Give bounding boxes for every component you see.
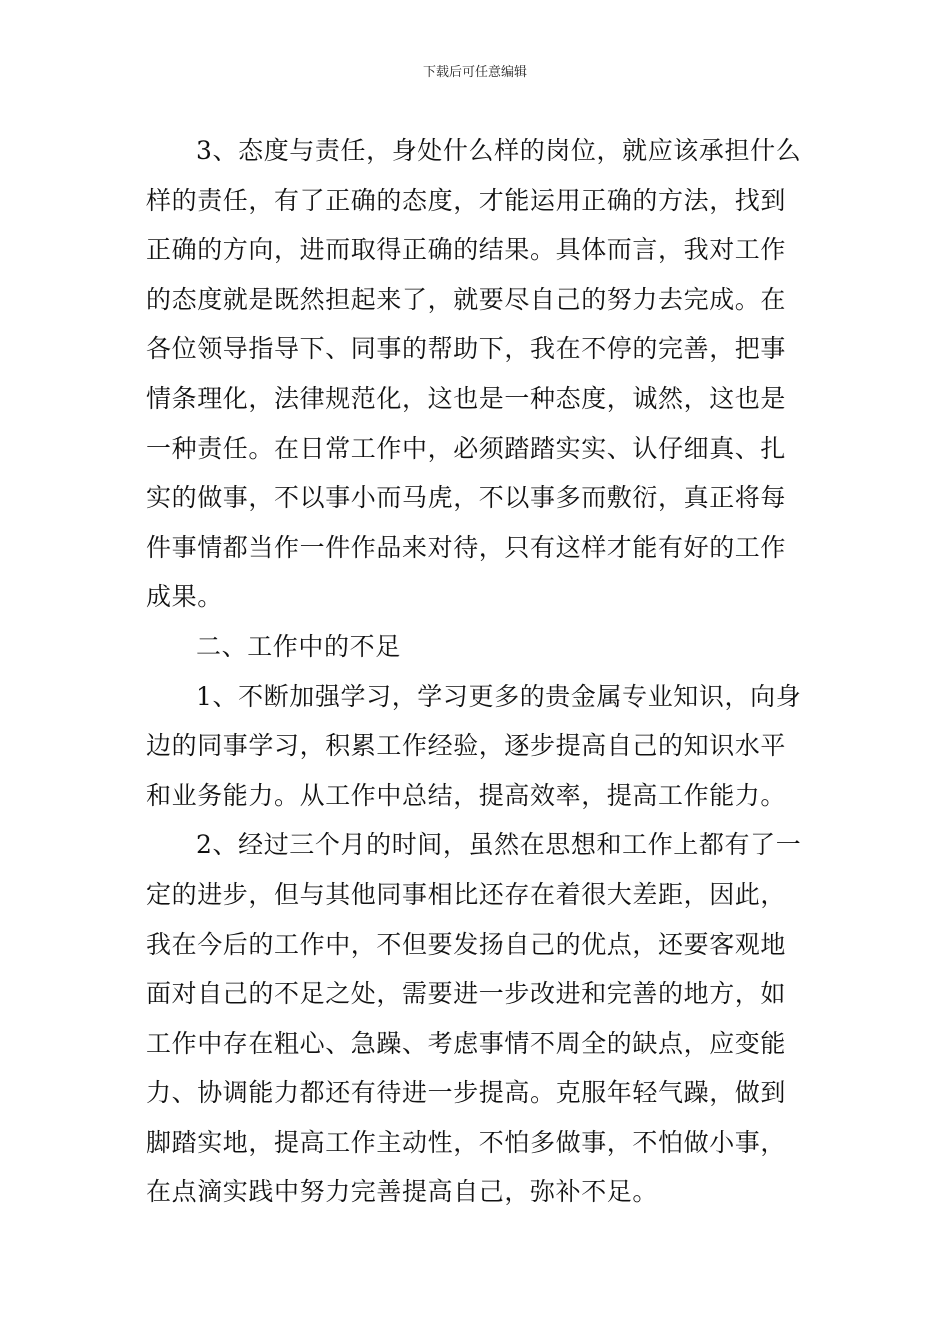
text-line: 一种责任。在日常工作中，必须踏踏实实、认仔细真、扎 bbox=[146, 433, 787, 463]
text-line: 成果。 bbox=[146, 582, 223, 612]
text-line: 边的同事学习，积累工作经验，逐步提高自己的知识水平 bbox=[146, 731, 787, 761]
text-line: 正确的方向，进而取得正确的结果。具体而言，我对工作 bbox=[146, 235, 787, 265]
section-heading-shortcomings bbox=[146, 622, 806, 672]
paragraph-improvement bbox=[146, 820, 806, 1217]
paragraph-learning bbox=[146, 672, 806, 821]
page-header: 下载后可任意编辑 bbox=[422, 65, 527, 80]
document-body bbox=[146, 126, 806, 1217]
text-line: 工作中存在粗心、急躁、考虑事情不周全的缺点，应变能 bbox=[146, 1028, 787, 1058]
text-line: 3、态度与责任，身处什么样的岗位，就应该承担什么 bbox=[196, 136, 802, 165]
text-line: 面对自己的不足之处，需要进一步改进和完善的地方，如 bbox=[146, 979, 787, 1009]
text-line: 定的进步，但与其他同事相比还存在着很大差距，因此， bbox=[146, 879, 787, 909]
text-line: 各位领导指导下、同事的帮助下，我在不停的完善，把事 bbox=[146, 334, 787, 364]
text-line: 在点滴实践中努力完善提高自己，弥补不足。 bbox=[146, 1177, 659, 1207]
text-line: 脚踏实地，提高工作主动性，不怕多做事，不怕做小事， bbox=[146, 1127, 787, 1157]
text-line: 和业务能力。从工作中总结，提高效率，提高工作能力。 bbox=[146, 780, 787, 810]
text-line: 情条理化，法律规范化，这也是一种态度，诚然，这也是 bbox=[146, 383, 787, 413]
text-line: 实的做事，不以事小而马虎，不以事多而敷衍，真正将每 bbox=[146, 483, 787, 513]
text-line: 二、工作中的不足 bbox=[196, 631, 401, 661]
text-line: 样的责任，有了正确的态度，才能运用正确的方法，找到 bbox=[146, 185, 787, 215]
text-line: 1、不断加强学习，学习更多的贵金属专业知识，向身 bbox=[196, 681, 802, 711]
text-line: 的态度就是既然担起来了，就要尽自己的努力去完成。在 bbox=[146, 284, 787, 314]
text-line: 2、经过三个月的时间，虽然在思想和工作上都有了一 bbox=[196, 830, 802, 860]
text-line: 力、协调能力都还有待进一步提高。克服年轻气躁，做到 bbox=[146, 1078, 787, 1108]
text-line: 件事情都当作一件作品来对待，只有这样才能有好的工作 bbox=[146, 532, 787, 562]
text-line: 我在今后的工作中，不但要发扬自己的优点，还要客观地 bbox=[146, 929, 787, 959]
paragraph-attitude-responsibility bbox=[146, 126, 806, 622]
